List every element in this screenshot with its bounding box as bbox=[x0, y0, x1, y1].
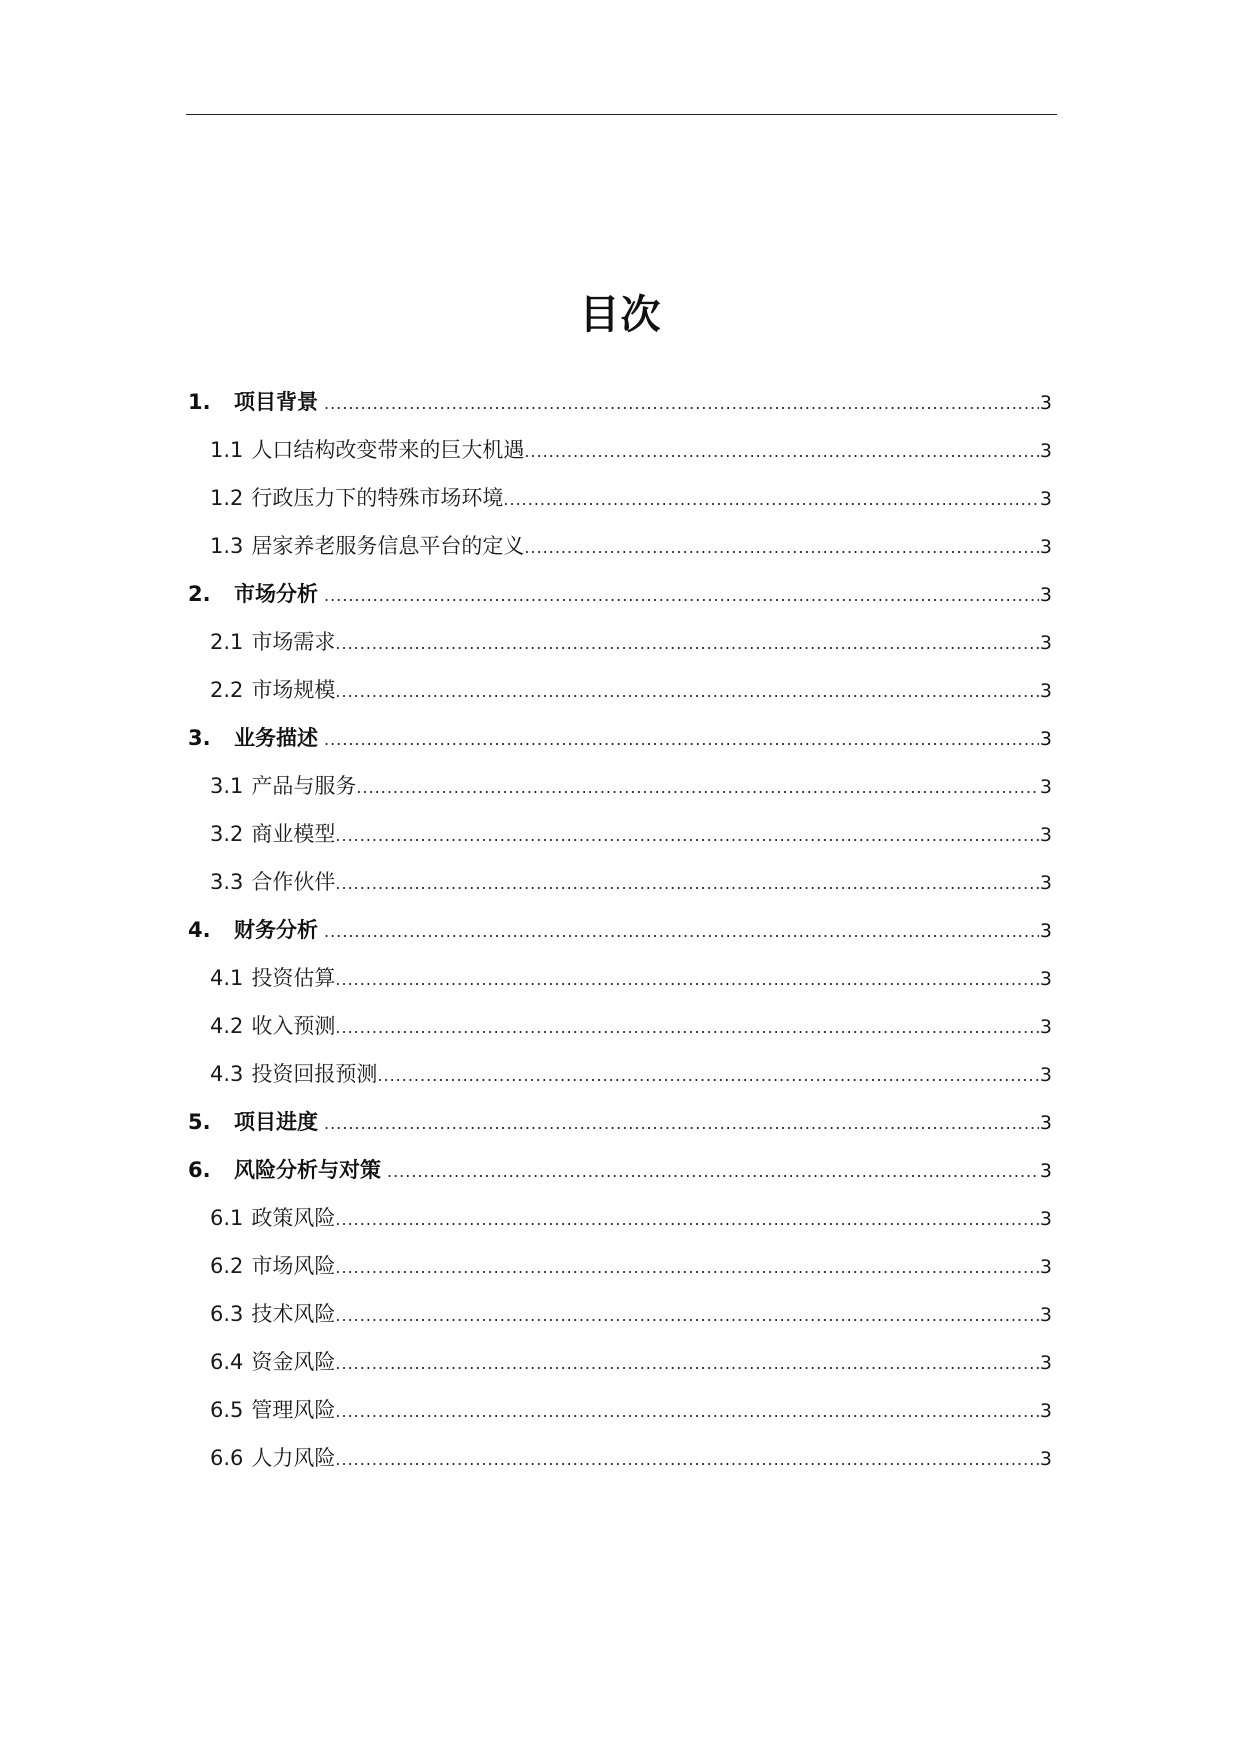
toc-entry-number: 3.2 bbox=[210, 822, 244, 846]
toc-entry-page-number: 3 bbox=[1039, 392, 1052, 414]
toc-entry-page-number: 3 bbox=[1039, 680, 1052, 702]
toc-entry-label: 业务描述 bbox=[234, 726, 318, 750]
toc-entry-chapter[interactable] bbox=[188, 1098, 1052, 1146]
toc-entry-number: 4.2 bbox=[210, 1014, 244, 1038]
toc-entry-section[interactable] bbox=[188, 1050, 1052, 1098]
toc-entry-number: 6.1 bbox=[210, 1206, 244, 1230]
toc-entry-section[interactable] bbox=[188, 666, 1052, 714]
toc-entry-number: 1. bbox=[188, 390, 211, 414]
toc-entry-label: 技术风险 bbox=[251, 1302, 336, 1326]
toc-entry-label: 人口结构改变带来的巨大机遇 bbox=[251, 438, 525, 462]
toc-entry-number: 4. bbox=[188, 918, 211, 942]
toc-entry-page-number: 3 bbox=[1039, 1160, 1052, 1182]
toc-entry-label: 市场分析 bbox=[234, 582, 318, 606]
toc-entry-page-number: 3 bbox=[1039, 968, 1052, 990]
toc-dot-leader bbox=[335, 668, 1039, 716]
toc-entry-section[interactable] bbox=[188, 618, 1052, 666]
toc-entry-page-number: 3 bbox=[1039, 440, 1052, 462]
toc-entry-label: 市场需求 bbox=[251, 630, 336, 654]
toc-entry-label: 居家养老服务信息平台的定义 bbox=[251, 534, 525, 558]
toc-dot-leader bbox=[387, 1148, 1039, 1196]
toc-entry-section[interactable] bbox=[188, 1338, 1052, 1386]
toc-entry-label: 项目背景 bbox=[234, 390, 318, 414]
toc-entry-page-number: 3 bbox=[1039, 536, 1052, 558]
toc-title: 目次 bbox=[579, 291, 662, 338]
toc-entry-page-number: 3 bbox=[1039, 1016, 1052, 1038]
toc-entry-number: 6.2 bbox=[210, 1254, 244, 1278]
toc-entry-page-number: 3 bbox=[1039, 824, 1052, 846]
toc-entry-page-number: 3 bbox=[1039, 1400, 1052, 1422]
toc-entry-number: 4.1 bbox=[210, 966, 244, 990]
toc-entry-section[interactable] bbox=[188, 858, 1052, 906]
toc-dot-leader bbox=[335, 1196, 1039, 1244]
toc-dot-leader bbox=[324, 1100, 1039, 1148]
toc-dot-leader bbox=[324, 572, 1039, 620]
toc-entry-number: 5. bbox=[188, 1110, 211, 1134]
toc-entry-page-number: 3 bbox=[1039, 776, 1052, 798]
toc-dot-leader bbox=[335, 1436, 1039, 1484]
toc-entry-section[interactable] bbox=[188, 1194, 1052, 1242]
toc-dot-leader bbox=[503, 476, 1039, 524]
toc-entry-label: 商业模型 bbox=[251, 822, 336, 846]
toc-entry-number: 1.2 bbox=[210, 486, 244, 510]
toc-entry-chapter[interactable] bbox=[188, 570, 1052, 618]
toc-dot-leader bbox=[335, 1340, 1039, 1388]
toc-entry-number: 6.3 bbox=[210, 1302, 244, 1326]
toc-entry-label: 政策风险 bbox=[251, 1206, 336, 1230]
toc-entry-label: 项目进度 bbox=[234, 1110, 318, 1134]
toc-dot-leader bbox=[324, 908, 1039, 956]
toc-entry-chapter[interactable] bbox=[188, 714, 1052, 762]
toc-entry-number: 6. bbox=[188, 1158, 211, 1182]
table-of-contents bbox=[188, 378, 1052, 1482]
toc-dot-leader bbox=[335, 1292, 1039, 1340]
toc-entry-section[interactable] bbox=[188, 1290, 1052, 1338]
toc-entry-number: 6.4 bbox=[210, 1350, 244, 1374]
toc-entry-number: 4.3 bbox=[210, 1062, 244, 1086]
toc-entry-number: 3. bbox=[188, 726, 211, 750]
toc-entry-number: 2.2 bbox=[210, 678, 244, 702]
toc-entry-number: 1.3 bbox=[210, 534, 244, 558]
toc-dot-leader bbox=[335, 1388, 1039, 1436]
toc-entry-label: 财务分析 bbox=[234, 918, 318, 942]
toc-dot-leader bbox=[324, 716, 1039, 764]
toc-entry-label: 行政压力下的特殊市场环境 bbox=[251, 486, 504, 510]
toc-entry-section[interactable] bbox=[188, 762, 1052, 810]
toc-entry-label: 收入预测 bbox=[251, 1014, 336, 1038]
toc-entry-section[interactable] bbox=[188, 954, 1052, 1002]
toc-entry-section[interactable] bbox=[188, 1242, 1052, 1290]
toc-entry-number: 2. bbox=[188, 582, 211, 606]
toc-entry-page-number: 3 bbox=[1039, 1352, 1052, 1374]
toc-dot-leader bbox=[335, 1004, 1039, 1052]
toc-entry-label: 投资估算 bbox=[251, 966, 336, 990]
toc-entry-page-number: 3 bbox=[1039, 488, 1052, 510]
toc-dot-leader bbox=[524, 428, 1039, 476]
toc-entry-page-number: 3 bbox=[1039, 1064, 1052, 1086]
toc-dot-leader bbox=[335, 812, 1039, 860]
toc-entry-page-number: 3 bbox=[1039, 1256, 1052, 1278]
toc-dot-leader bbox=[377, 1052, 1039, 1100]
toc-dot-leader bbox=[335, 1244, 1039, 1292]
toc-entry-section[interactable] bbox=[188, 1386, 1052, 1434]
toc-entry-label: 资金风险 bbox=[251, 1350, 336, 1374]
toc-entry-label: 产品与服务 bbox=[251, 774, 357, 798]
toc-entry-label: 市场规模 bbox=[251, 678, 336, 702]
toc-entry-page-number: 3 bbox=[1039, 920, 1052, 942]
toc-entry-number: 3.1 bbox=[210, 774, 244, 798]
toc-entry-label: 市场风险 bbox=[251, 1254, 336, 1278]
toc-entry-section[interactable] bbox=[188, 522, 1052, 570]
toc-dot-leader bbox=[324, 380, 1039, 428]
toc-entry-number: 6.5 bbox=[210, 1398, 244, 1422]
toc-dot-leader bbox=[335, 620, 1039, 668]
toc-entry-section[interactable] bbox=[188, 1002, 1052, 1050]
toc-entry-page-number: 3 bbox=[1039, 632, 1052, 654]
toc-entry-page-number: 3 bbox=[1039, 1448, 1052, 1470]
toc-entry-label: 风险分析与对策 bbox=[234, 1158, 381, 1182]
toc-entry-page-number: 3 bbox=[1039, 872, 1052, 894]
toc-entry-page-number: 3 bbox=[1039, 1304, 1052, 1326]
toc-entry-page-number: 3 bbox=[1039, 728, 1052, 750]
toc-entry-page-number: 3 bbox=[1039, 1208, 1052, 1230]
toc-entry-number: 1.1 bbox=[210, 438, 244, 462]
toc-dot-leader bbox=[524, 524, 1039, 572]
toc-entry-label: 投资回报预测 bbox=[251, 1062, 378, 1086]
toc-dot-leader bbox=[356, 764, 1039, 812]
toc-entry-label: 管理风险 bbox=[251, 1398, 336, 1422]
toc-entry-chapter[interactable] bbox=[188, 906, 1052, 954]
toc-entry-chapter[interactable] bbox=[188, 1146, 1052, 1194]
toc-entry-page-number: 3 bbox=[1039, 584, 1052, 606]
toc-dot-leader bbox=[335, 956, 1039, 1004]
toc-entry-label: 合作伙伴 bbox=[251, 870, 336, 894]
toc-entry-label: 人力风险 bbox=[251, 1446, 336, 1470]
toc-entry-section[interactable] bbox=[188, 474, 1052, 522]
toc-entry-number: 2.1 bbox=[210, 630, 244, 654]
toc-entry-page-number: 3 bbox=[1039, 1112, 1052, 1134]
toc-entry-section[interactable] bbox=[188, 1434, 1052, 1482]
header-rule bbox=[186, 114, 1057, 115]
toc-dot-leader bbox=[335, 860, 1039, 908]
toc-entry-section[interactable] bbox=[188, 810, 1052, 858]
toc-entry-section[interactable] bbox=[188, 426, 1052, 474]
toc-entry-number: 6.6 bbox=[210, 1446, 244, 1470]
toc-entry-chapter[interactable] bbox=[188, 378, 1052, 426]
toc-entry-number: 3.3 bbox=[210, 870, 244, 894]
